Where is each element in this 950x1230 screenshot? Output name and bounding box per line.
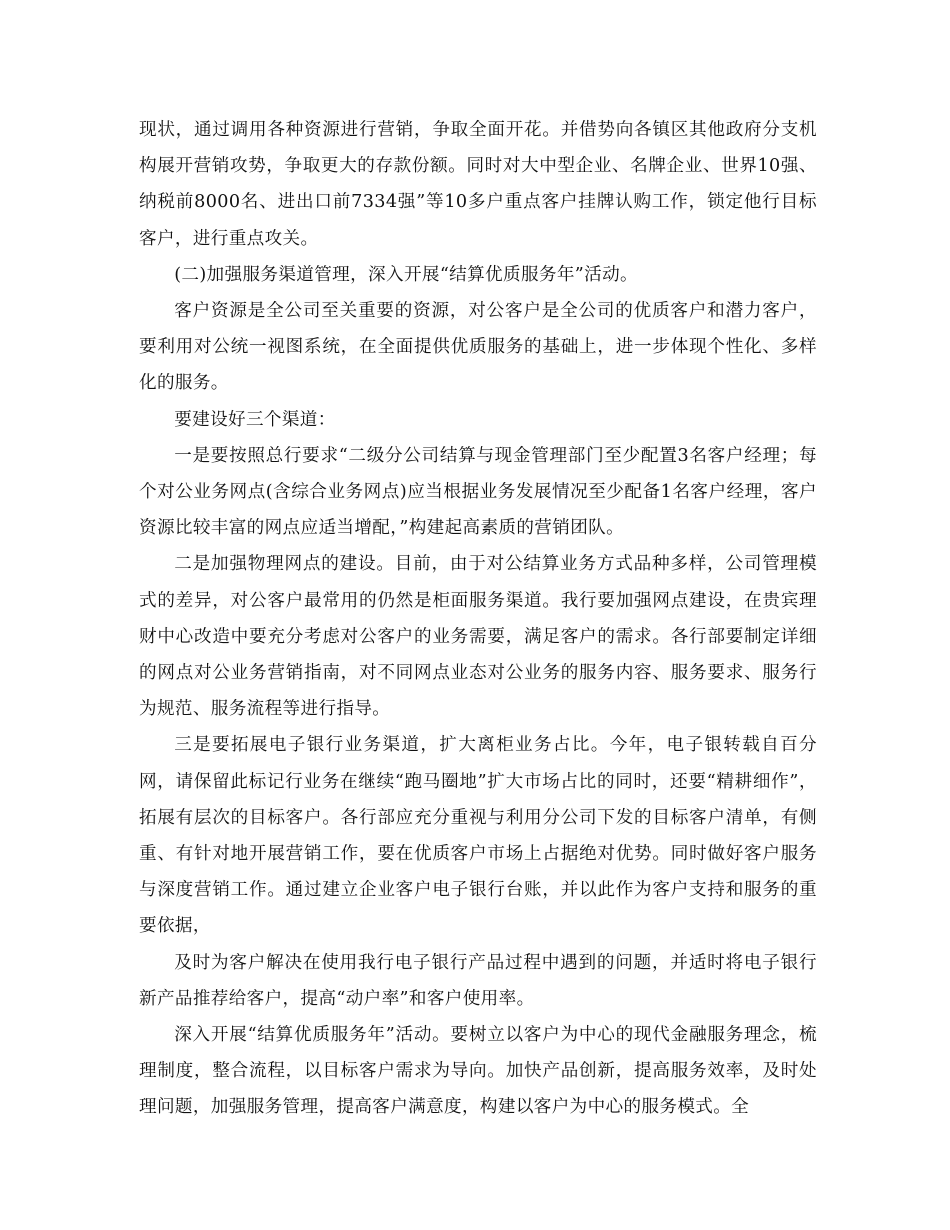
paragraph-2-heading: (二)加强服务渠道管理，深入开展“结算优质服务年”活动。 (174, 264, 638, 285)
paragraph-7: 三是要拓展电子银行业务渠道，扩大离柜业务占比。今年，电子银转载自百分网，请保留此标记行业务在继续“跑马圈地”扩大市场占比的同时，还要“精耕细作”，拓展有层次的目标客户。各行部应充分重视与利用分公司下发的目标客户清单，有侧重、有针对地开展营销工作，要在优质客户市场上占据绝对优势。同时做好客户服务与深度营销工作。通过建立企业客户电子银行台账，并以此作为客户支持和服务的重要依据， (139, 735, 817, 937)
paragraph-8: 及时为客户解决在使用我行电子银行产品过程中遇到的问题，并适时将电子银行新产品推荐给客户，提高“动户率”和客户使用率。 (139, 952, 817, 1009)
paragraph-9: 深入开展“结算优质服务年”活动。要树立以客户为中心的现代金融服务理念，梳理制度，整合流程，以目标客户需求为导向。加快产品创新，提高服务效率，及时处理问题，加强服务管理，提高客户满意度，构建以客户为中心的服务模式。全 (139, 1025, 817, 1118)
paragraph-6: 二是加强物理网点的建设。目前，由于对公结算业务方式品种多样，公司管理模式的差异，对公客户最常用的仍然是柜面服务渠道。我行要加强网点建设，在贵宾理财中心改造中要充分考虑对公客户的业务需要，满足客户的需求。各行部要制定详细的网点对公业务营销指南，对不同网点业态对公业务的服务内容、服务要求、服务行为规范、服务流程等进行指导。 (139, 554, 817, 720)
document-body (139, 112, 817, 1126)
paragraph-5: 一是要按照总行要求“二级分公司结算与现金管理部门至少配置3名客户经理；每个对公业务网点(含综合业务网点)应当根据业务发展情况至少配备1名客户经理，客户资源比较丰富的网点应适当增配，”构建起高素质的营销团队。 (139, 445, 817, 539)
paragraph-3: 客户资源是全公司至关重要的资源，对公客户是全公司的优质客户和潜力客户，要利用对公统一视图系统，在全面提供优质服务的基础上，进一步体现个性化、多样化的服务。 (139, 301, 817, 394)
paragraph-4: 要建设好三个渠道： (174, 409, 336, 430)
paragraph-1: 现状，通过调用各种资源进行营销，争取全面开花。并借势向各镇区其他政府分支机构展开营销攻势，争取更大的存款份额。同时对大中型企业、名牌企业、世界10强、纳税前8000名、进出口前7334强”等10多户重点客户挂牌认购工作，锁定他行目标客户，进行重点攻关。 (139, 120, 817, 249)
